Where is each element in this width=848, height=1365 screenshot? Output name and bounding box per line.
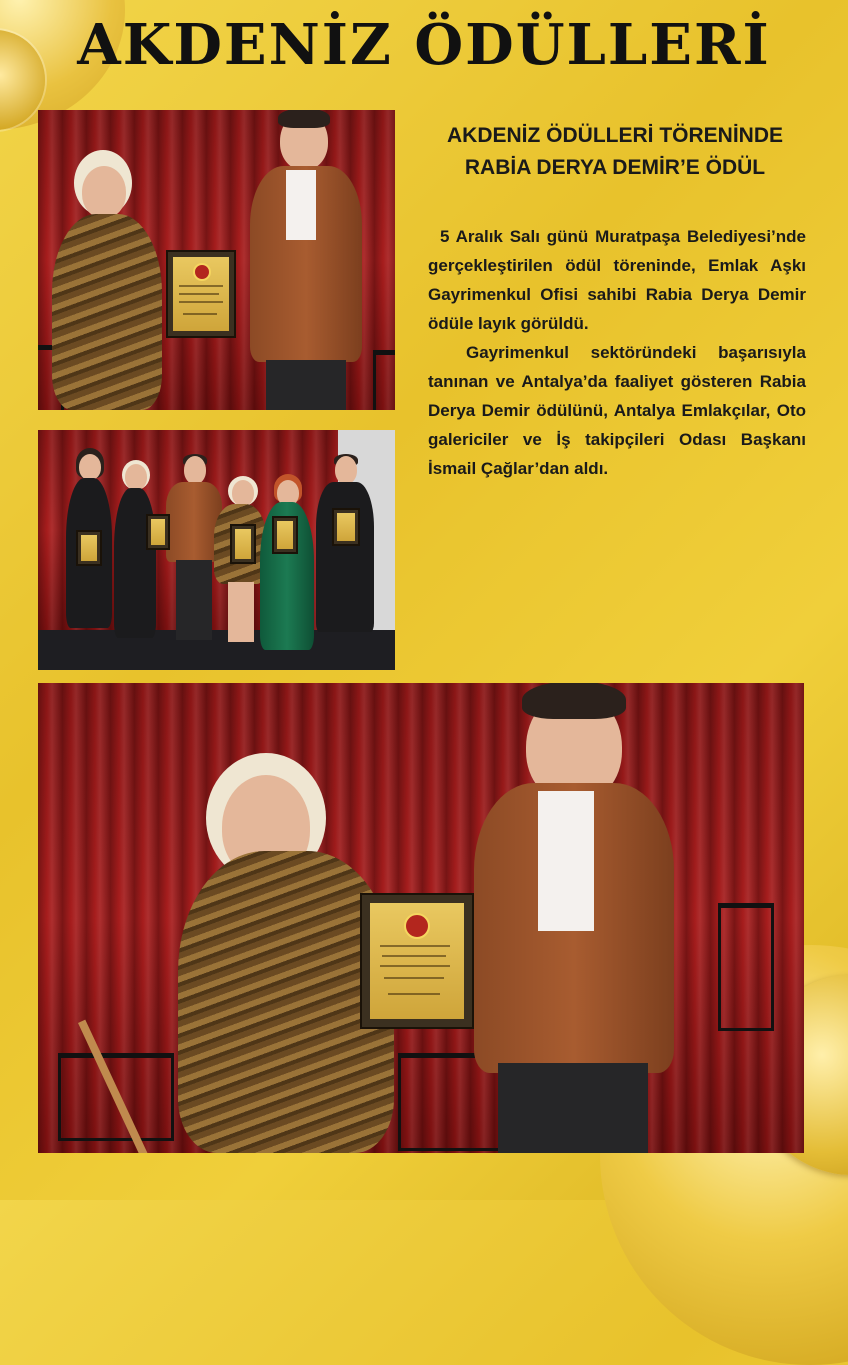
article-heading-line1: AKDENİZ ÖDÜLLERİ TÖRENİNDE	[447, 124, 783, 147]
photo-group	[38, 430, 395, 670]
article-heading-line2: RABİA DERYA DEMİR’E ÖDÜL	[464, 156, 766, 179]
page-title: AKDENİZ ÖDÜLLERİ	[77, 12, 771, 78]
article-heading	[410, 120, 820, 184]
photo-award-handover-small	[38, 110, 395, 410]
article-body	[428, 222, 806, 483]
article-paragraph: 5 Aralık Salı günü Muratpaşa Belediyesi’nde gerçekleştirilen ödül töreninde, Emlak Aşkı Gayrimenkul Ofisi sahibi Rabia Derya Demir ödüle layık görüldü.	[428, 227, 806, 333]
article-paragraph: Gayrimenkul sektöründeki başarısıyla tanınan ve Antalya’da faaliyet gösteren Rabia Derya Demir ödülünü, Antalya Emlakçılar, Oto galericiler ve İş takipçileri Odası Başkanı İsmail Çağlar’dan aldı.	[428, 343, 806, 478]
photo-award-handover-large	[38, 683, 804, 1153]
